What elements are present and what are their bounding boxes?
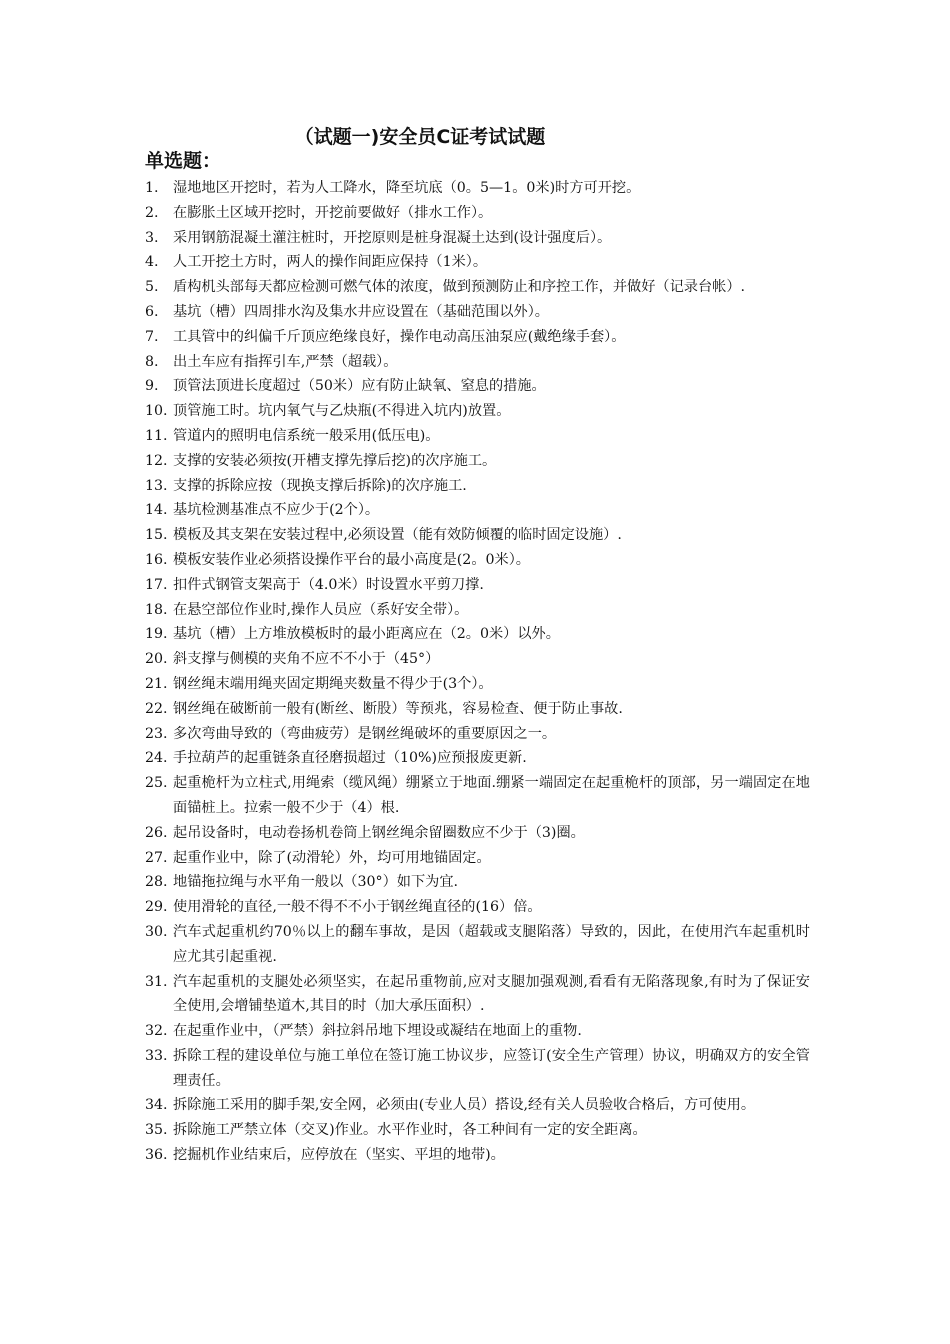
question-number: 24.: [145, 750, 168, 767]
question-text: 盾构机头部每天都应检测可燃气体的浓度，做到预测防止和序控工作，并做好（记录台帐）.: [173, 279, 746, 296]
question-number: 23.: [145, 725, 168, 742]
question-number: 21.: [145, 675, 168, 692]
question-text: 顶管法顶进长度超过（50米）应有防止缺氧、窒息的措施。: [173, 378, 546, 395]
question-number: 10.: [145, 403, 168, 420]
question-number: 15.: [145, 527, 168, 544]
question-text: 钢丝绳末端用绳夹固定期绳夹数量不得少于(3个）。: [173, 675, 493, 692]
question-item: [145, 970, 810, 1020]
question-number: 36.: [145, 1147, 168, 1164]
question-text: 钢丝绳在破断前一般有(断丝、断股）等预兆，容易检查、便于防止事故.: [173, 700, 623, 717]
question-item: [145, 598, 810, 623]
question-number: 32.: [145, 1023, 168, 1040]
question-text: 人工开挖土方时，两人的操作间距应保持（1米）。: [173, 254, 488, 271]
question-text: 斜支撑与侧模的夹角不应不不小于（45°）: [173, 651, 440, 668]
question-text: 拆除施工严禁立体（交叉)作业。水平作业时，各工种间有一定的安全距离。: [173, 1122, 647, 1139]
question-text: 湿地地区开挖时，若为人工降水，降至坑底（0。5—1。0米)时方可开挖。: [173, 180, 641, 196]
question-text: 基坑（槽）上方堆放模板时的最小距离应在（2。0米）以外。: [173, 626, 560, 643]
question-item: [145, 474, 810, 499]
question-item: [145, 201, 810, 226]
question-text: 基坑（槽）四周排水沟及集水井应设置在（基础范围以外）。: [173, 303, 549, 320]
question-item: [145, 870, 810, 895]
question-number: 29.: [145, 899, 168, 916]
question-text: 挖掘机作业结束后，应停放在（坚实、平坦的地带)。: [173, 1147, 505, 1164]
question-text: 顶管施工时。坑内氧气与乙炔瓶(不得进入坑内)放置。: [173, 403, 511, 420]
question-text: 起重作业中，除了(动滑轮）外，均可用地锚固定。: [173, 849, 491, 866]
question-item: [145, 424, 810, 449]
question-number: 11.: [145, 427, 168, 444]
question-text: 在起重作业中，（严禁）斜拉斜吊地下埋设或凝结在地面上的重物.: [173, 1023, 582, 1040]
question-text: 管道内的照明电信系统一般采用(低压电)。: [173, 427, 440, 444]
question-item: [145, 722, 810, 747]
question-number: 6.: [145, 303, 159, 320]
question-item: [145, 300, 810, 325]
question-number: 27.: [145, 849, 168, 866]
question-number: 22.: [145, 700, 168, 717]
question-number: 1.: [145, 180, 159, 196]
question-number: 18.: [145, 601, 168, 618]
question-text: 汽车起重机的支腿处必须坚实，在起吊重物前,应对支腿加强观测,看看有无陷落现象,有时为了保证安全使用,会增铺垫道木,其目的时（加大承压面积）.: [173, 973, 810, 1015]
question-item: [145, 647, 810, 672]
question-item: [145, 449, 810, 474]
question-item: [145, 523, 810, 548]
question-number: 14.: [145, 502, 168, 519]
question-list: [145, 176, 810, 1168]
question-text: 起吊设备时，电动卷扬机卷筒上钢丝绳余留圈数应不少于（3)圈。: [173, 824, 585, 841]
question-number: 7.: [145, 328, 159, 345]
question-item: [145, 498, 810, 523]
question-number: 26.: [145, 824, 168, 841]
question-text: 在悬空部位作业时,操作人员应（系好安全带）。: [173, 601, 469, 618]
question-item: [145, 1118, 810, 1143]
question-item: [145, 325, 810, 350]
question-item: [145, 226, 810, 251]
question-item: [145, 176, 810, 201]
question-text: 支撑的拆除应按（现换支撑后拆除)的次序施工.: [173, 477, 467, 494]
question-item: [145, 250, 810, 275]
question-item: [145, 895, 810, 920]
question-text: 采用钢筋混凝土灌注桩时，开挖原则是桩身混凝土达到(设计强度后）。: [173, 229, 612, 246]
question-text: 拆除工程的建设单位与施工单位在签订施工协议步，应签订(安全生产管理）协议，明确双方的安全管理责任。: [173, 1047, 810, 1089]
question-item: [145, 672, 810, 697]
question-number: 17.: [145, 576, 168, 593]
question-number: 31.: [145, 973, 168, 990]
question-text: 模板安装作业必须搭设操作平台的最小高度是(2。0米）。: [173, 551, 530, 568]
question-number: 2.: [145, 204, 159, 221]
question-item: [145, 746, 810, 771]
question-number: 33.: [145, 1047, 168, 1064]
question-number: 19.: [145, 626, 168, 643]
question-text: 模板及其支架在安装过程中,必须设置（能有效防倾覆的临时固定设施）.: [173, 527, 622, 544]
section-heading: 单选题：: [145, 150, 222, 172]
question-number: 34.: [145, 1097, 168, 1114]
question-number: 35.: [145, 1122, 168, 1139]
question-text: 多次弯曲导致的（弯曲疲劳）是钢丝绳破坏的重要原因之一。: [173, 725, 557, 742]
question-number: 8.: [145, 353, 159, 370]
question-item: [145, 1093, 810, 1118]
question-item: [145, 399, 810, 424]
question-item: [145, 1044, 810, 1094]
question-number: 25.: [145, 775, 168, 792]
question-text: 工具管中的纠偏千斤顶应绝缘良好，操作电动高压油泵应(戴绝缘手套）。: [173, 328, 626, 345]
question-text: 扣件式钢管支架高于（4.0米）时设置水平剪刀撑.: [173, 576, 484, 593]
question-text: 在膨胀土区域开挖时，开挖前要做好（排水工作）。: [173, 204, 493, 221]
question-item: [145, 374, 810, 399]
question-number: 12.: [145, 452, 168, 469]
question-text: 拆除施工采用的脚手架,安全网，必须由(专业人员）搭设,经有关人员验收合格后，方可使用。: [173, 1097, 756, 1114]
question-number: 13.: [145, 477, 168, 494]
question-number: 5.: [145, 279, 159, 296]
question-text: 基坑检测基准点不应少于(2个）。: [173, 502, 380, 519]
question-item: [145, 697, 810, 722]
question-number: 28.: [145, 874, 168, 891]
question-number: 9.: [145, 378, 159, 395]
document-title: （试题一)安全员C证考试试题: [294, 126, 546, 148]
question-text: 汽车式起重机约70％以上的翻车事故，是因（超载或支腿陷落）导致的，因此，在使用汽车起重机时应尤其引起重视.: [173, 923, 810, 965]
question-item: [145, 821, 810, 846]
question-item: [145, 350, 810, 375]
question-item: [145, 573, 810, 598]
question-number: 20.: [145, 651, 168, 668]
question-text: 地锚拖拉绳与水平角一般以（30°）如下为宜.: [173, 874, 459, 891]
question-text: 出土车应有指挥引车,严禁（超载）。: [173, 353, 398, 370]
question-item: [145, 846, 810, 871]
question-text: 起重桅杆为立柱式,用绳索（缆风绳）绷紧立于地面.绷紧一端固定在起重桅杆的顶部，另一端固定在地面锚桩上。拉索一般不少于（4）根.: [173, 775, 810, 816]
question-item: [145, 771, 810, 821]
question-text: 手拉葫芦的起重链条直径磨损超过（10%)应预报废更新.: [173, 750, 527, 767]
question-number: 3.: [145, 229, 159, 246]
question-item: [145, 548, 810, 573]
question-item: [145, 920, 810, 970]
question-text: 使用滑轮的直径,一般不得不不小于钢丝绳直径的(16）倍。: [173, 899, 542, 916]
question-item: [145, 1019, 810, 1044]
question-number: 16.: [145, 551, 168, 568]
question-item: [145, 1143, 810, 1168]
question-text: 支撑的安装必须按(开槽支撑先撑后挖)的次序施工。: [173, 452, 497, 469]
question-number: 4.: [145, 254, 159, 271]
question-number: 30.: [145, 923, 168, 940]
question-item: [145, 622, 810, 647]
question-item: [145, 275, 810, 300]
